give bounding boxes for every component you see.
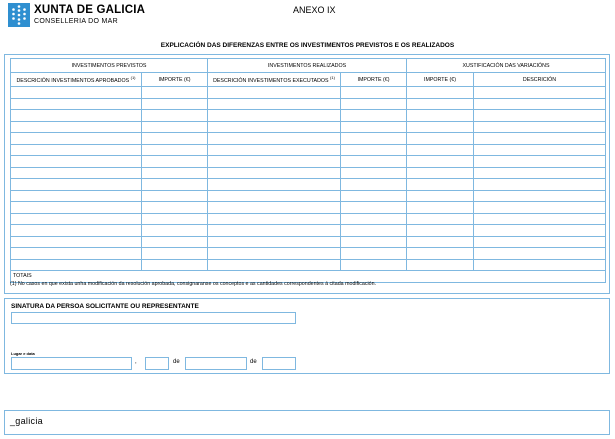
table-cell[interactable] (474, 156, 606, 168)
col-planned-description: DESCRICIÓN INVESTIMENTOS APROBADOS $^{(1)}$ (11, 73, 142, 87)
table-row (11, 248, 606, 260)
table-cell[interactable] (142, 248, 208, 260)
table-cell[interactable] (11, 167, 142, 179)
col-realized-amount: IMPORTE (€) (341, 73, 407, 87)
table-cell[interactable] (341, 225, 407, 237)
de-label-2: de (250, 359, 257, 365)
place-field[interactable] (11, 357, 132, 370)
footer (4, 410, 610, 435)
table-cell[interactable] (407, 87, 474, 99)
month-field[interactable] (185, 357, 247, 370)
table-cell[interactable] (142, 98, 208, 110)
table-cell[interactable] (142, 121, 208, 133)
table-row (11, 121, 606, 133)
col-realized-description: DESCRICIÓN INVESTIMENTOS EXECUTADOS $^{(1)}$ (208, 73, 341, 87)
group-realized: INVESTIMENTOS REALIZADOS (208, 59, 407, 73)
table-row (11, 225, 606, 237)
xunta-logo-icon (8, 3, 30, 27)
table-cell[interactable] (474, 167, 606, 179)
table-body (11, 87, 606, 271)
table-cell[interactable] (407, 167, 474, 179)
table-cell[interactable] (208, 190, 341, 202)
column-header-row (11, 73, 606, 87)
table-cell[interactable] (142, 110, 208, 122)
table-cell[interactable] (341, 213, 407, 225)
document-title: EXPLICACIÓN DAS DIFERENZAS ENTRE OS INVESTIMENTOS PREVISTOS E OS REALIZADOS (160, 42, 455, 49)
table-cell[interactable] (341, 144, 407, 156)
table-row (11, 179, 606, 191)
table-cell[interactable] (341, 156, 407, 168)
galicia-logo: _galicia (10, 416, 43, 426)
table-cell[interactable] (142, 133, 208, 145)
table-cell[interactable] (11, 248, 142, 260)
table-cell[interactable] (474, 225, 606, 237)
table-row (11, 133, 606, 145)
table-cell[interactable] (142, 213, 208, 225)
totals-label: TOTAIS (11, 271, 606, 283)
table-cell[interactable] (208, 179, 341, 191)
table-cell[interactable] (142, 259, 208, 271)
table-cell[interactable] (341, 202, 407, 214)
investments-table (10, 58, 606, 283)
table-cell[interactable] (208, 87, 341, 99)
table-cell[interactable] (407, 133, 474, 145)
table-cell[interactable] (341, 179, 407, 191)
col-justification-description: DESCRICIÓN (474, 73, 606, 87)
table-row (11, 213, 606, 225)
table-cell[interactable] (208, 144, 341, 156)
table-cell[interactable] (474, 144, 606, 156)
table-cell[interactable] (208, 248, 341, 260)
table-cell[interactable] (474, 121, 606, 133)
org-subtitle: CONSELLERIA DO MAR (34, 18, 118, 25)
table-cell[interactable] (341, 167, 407, 179)
table-cell[interactable] (142, 190, 208, 202)
table-row (11, 110, 606, 122)
table-cell[interactable] (407, 202, 474, 214)
table-cell[interactable] (11, 202, 142, 214)
table-cell[interactable] (208, 202, 341, 214)
table-cell[interactable] (11, 179, 142, 191)
table-row (11, 190, 606, 202)
col-justification-amount: IMPORTE (€) (407, 73, 474, 87)
header (8, 3, 608, 29)
table-cell[interactable] (474, 87, 606, 99)
table-cell[interactable] (208, 236, 341, 248)
table-cell[interactable] (474, 202, 606, 214)
table-cell[interactable] (11, 110, 142, 122)
table-cell[interactable] (341, 121, 407, 133)
table-cell[interactable] (407, 98, 474, 110)
table-cell[interactable] (407, 248, 474, 260)
comma-separator: , (135, 359, 137, 365)
group-planned: INVESTIMENTOS PREVISTOS (11, 59, 208, 73)
place-date-label: Lugar e data (11, 351, 35, 356)
table-cell[interactable] (142, 236, 208, 248)
table-cell[interactable] (11, 121, 142, 133)
signature-field[interactable] (11, 312, 296, 324)
table-cell[interactable] (11, 213, 142, 225)
table-cell[interactable] (142, 156, 208, 168)
table-cell[interactable] (11, 133, 142, 145)
table-cell[interactable] (11, 144, 142, 156)
table-cell[interactable] (208, 156, 341, 168)
table-cell[interactable] (407, 236, 474, 248)
table-cell[interactable] (208, 167, 341, 179)
table-cell[interactable] (474, 179, 606, 191)
table-cell[interactable] (407, 110, 474, 122)
table-cell[interactable] (341, 87, 407, 99)
table-cell[interactable] (142, 144, 208, 156)
table-cell[interactable] (474, 98, 606, 110)
table-cell[interactable] (474, 190, 606, 202)
table-row (11, 202, 606, 214)
table-cell[interactable] (11, 225, 142, 237)
table-cell[interactable] (341, 98, 407, 110)
org-name: XUNTA DE GALICIA (34, 4, 146, 16)
table-cell[interactable] (208, 213, 341, 225)
table-cell[interactable] (208, 133, 341, 145)
table-cell[interactable] (142, 167, 208, 179)
table-cell[interactable] (11, 156, 142, 168)
table-cell[interactable] (11, 190, 142, 202)
table-cell[interactable] (341, 236, 407, 248)
table-row (11, 236, 606, 248)
table-cell[interactable] (142, 87, 208, 99)
table-cell[interactable] (407, 259, 474, 271)
table-cell[interactable] (474, 213, 606, 225)
table-cell[interactable] (208, 98, 341, 110)
table-cell[interactable] (407, 121, 474, 133)
table-cell[interactable] (407, 213, 474, 225)
table-cell[interactable] (407, 190, 474, 202)
table-cell[interactable] (341, 190, 407, 202)
table-cell[interactable] (474, 236, 606, 248)
table-row (11, 167, 606, 179)
table-cell[interactable] (341, 110, 407, 122)
table-cell[interactable] (407, 144, 474, 156)
table-cell[interactable] (341, 259, 407, 271)
table-cell[interactable] (11, 98, 142, 110)
table-cell[interactable] (474, 110, 606, 122)
table-cell[interactable] (208, 259, 341, 271)
group-header-row (11, 59, 606, 73)
table-row (11, 87, 606, 99)
table-row (11, 259, 606, 271)
table-cell[interactable] (142, 225, 208, 237)
table-row (11, 156, 606, 168)
signature-section (4, 298, 610, 374)
table-row (11, 144, 606, 156)
day-field[interactable] (145, 357, 169, 370)
table-cell[interactable] (208, 110, 341, 122)
annex-label: ANEXO IX (293, 5, 336, 15)
table-cell[interactable] (341, 133, 407, 145)
table-cell[interactable] (208, 225, 341, 237)
de-label-1: de (173, 359, 180, 365)
table-cell[interactable] (407, 225, 474, 237)
table-row (11, 98, 606, 110)
signature-title: SINATURA DA PERSOA SOLICITANTE OU REPRESENTANTE (11, 303, 199, 310)
group-justification: XUSTIFICACIÓN DAS VARIACIÓNS (407, 59, 606, 73)
table-cell[interactable] (474, 259, 606, 271)
table-cell[interactable] (474, 248, 606, 260)
table-cell[interactable] (142, 179, 208, 191)
table-cell[interactable] (11, 87, 142, 99)
year-field[interactable] (262, 357, 296, 370)
table-cell[interactable] (11, 236, 142, 248)
table-cell[interactable] (341, 248, 407, 260)
table-cell[interactable] (208, 121, 341, 133)
footnote: (1) No casos en que exista unha modificación da resolución aprobada, consignaranse os conceptos e as cantidades correspondentes á citada modificación. (10, 281, 377, 287)
table-cell[interactable] (142, 202, 208, 214)
table-cell[interactable] (407, 179, 474, 191)
table-cell[interactable] (474, 133, 606, 145)
investments-section (4, 54, 610, 294)
col-planned-amount: IMPORTE (€) (142, 73, 208, 87)
table-cell[interactable] (11, 259, 142, 271)
table-cell[interactable] (407, 156, 474, 168)
